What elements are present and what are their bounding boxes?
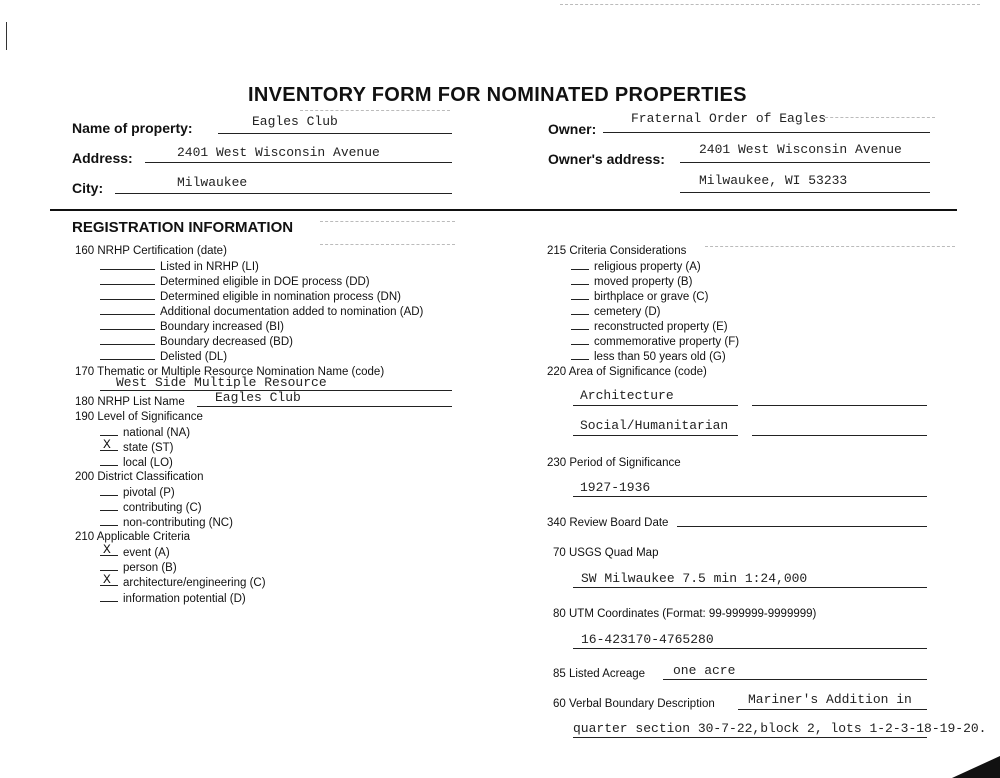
significance-option: local (LO)	[100, 456, 173, 469]
field-70-line	[573, 587, 927, 588]
cert-option: Listed in NRHP (LI)	[100, 260, 259, 273]
section-divider	[50, 209, 957, 211]
field-340-label: 340 Review Board Date	[547, 517, 669, 529]
property-name-line	[218, 133, 452, 134]
criteria-option: person (B)	[100, 561, 177, 574]
consideration-option: moved property (B)	[571, 275, 692, 288]
field-180-label: 180 NRHP List Name	[75, 396, 185, 408]
owner-value: Fraternal Order of Eagles	[631, 111, 827, 126]
address-line	[145, 162, 452, 163]
owner-label: Owner:	[548, 121, 597, 137]
form-title: INVENTORY FORM FOR NOMINATED PROPERTIES	[248, 84, 747, 106]
criteria-option: information potential (D)	[100, 592, 246, 605]
criteria-option: X event (A)	[100, 546, 170, 559]
district-option: pivotal (P)	[100, 486, 175, 499]
cert-option: Boundary decreased (BD)	[100, 335, 293, 348]
field-180-line	[197, 406, 452, 407]
field-80-label: 80 UTM Coordinates (Format: 99-999999-9999999)	[553, 608, 817, 620]
registration-heading: REGISTRATION INFORMATION	[72, 219, 294, 236]
area-line	[752, 405, 927, 406]
property-name-label: Name of property:	[72, 120, 193, 136]
owner-address-rule2	[680, 192, 930, 193]
owner-line	[603, 132, 930, 133]
city-line	[115, 193, 452, 194]
scan-artifact-line	[705, 246, 955, 247]
field-210-label: 210 Applicable Criteria	[75, 531, 191, 543]
field-190-label: 190 Level of Significance	[75, 411, 203, 423]
cert-option: Boundary increased (BI)	[100, 320, 284, 333]
field-230-value: 1927-1936	[580, 480, 651, 495]
field-85-line	[663, 679, 927, 680]
consideration-option: birthplace or grave (C)	[571, 290, 708, 303]
field-200-label: 200 District Classification	[75, 471, 204, 483]
area-significance-value: Social/Humanitarian	[580, 418, 729, 433]
field-170-value: West Side Multiple Resource	[116, 375, 327, 390]
scan-corner-mark	[952, 756, 1000, 778]
field-70-value: SW Milwaukee 7.5 min 1:24,000	[581, 571, 808, 586]
field-80-line	[573, 648, 927, 649]
owner-address-rule1	[680, 162, 930, 163]
address-label: Address:	[72, 150, 133, 166]
significance-option: national (NA)	[100, 426, 190, 439]
field-60-line2	[573, 737, 927, 738]
field-80-value: 16-423170-4765280	[581, 632, 714, 647]
cert-option: Additional documentation added to nomination (AD)	[100, 305, 423, 318]
field-60-value-line1: Mariner's Addition in	[748, 692, 912, 707]
criteria-option: X architecture/engineering (C)	[100, 576, 266, 589]
area-line	[752, 435, 927, 436]
significance-option: X state (ST)	[100, 441, 173, 454]
city-value: Milwaukee	[177, 175, 248, 190]
field-85-label: 85 Listed Acreage	[553, 668, 646, 680]
field-170-label: 170 Thematic or Multiple Resource Nomination Name (code)	[75, 366, 385, 378]
scan-artifact-line	[320, 244, 455, 245]
field-230-label: 230 Period of Significance	[547, 457, 681, 469]
district-option: contributing (C)	[100, 501, 202, 514]
consideration-option: cemetery (D)	[571, 305, 660, 318]
field-60-value-line2: quarter section 30-7-22,block 2, lots 1-2-3-18-19-20.	[573, 721, 987, 736]
scan-artifact-line	[320, 221, 455, 222]
field-230-line	[573, 496, 927, 497]
area-line	[573, 405, 738, 406]
scan-artifact-line	[820, 117, 935, 118]
scan-artifact-line	[300, 110, 450, 111]
consideration-option: reconstructed property (E)	[571, 320, 728, 333]
field-220-label: 220 Area of Significance (code)	[547, 366, 707, 378]
area-significance-value: Architecture	[580, 388, 674, 403]
area-line	[573, 435, 738, 436]
consideration-option: religious property (A)	[571, 260, 701, 273]
cert-option: Determined eligible in DOE process (DD)	[100, 275, 370, 288]
field-160-label: 160 NRHP Certification (date)	[75, 245, 227, 257]
field-340-line	[677, 526, 927, 527]
owner-address-line2: Milwaukee, WI 53233	[699, 173, 848, 188]
field-215-label: 215 Criteria Considerations	[547, 245, 687, 257]
scan-mark	[6, 22, 7, 50]
address-value: 2401 West Wisconsin Avenue	[177, 145, 380, 160]
field-60-label: 60 Verbal Boundary Description	[553, 698, 715, 710]
owner-address-line1: 2401 West Wisconsin Avenue	[699, 142, 902, 157]
field-70-label: 70 USGS Quad Map	[553, 547, 659, 559]
cert-option: Determined eligible in nomination process (DN)	[100, 290, 401, 303]
field-85-value: one acre	[673, 663, 736, 678]
scan-artifact-line	[560, 4, 980, 5]
city-label: City:	[72, 180, 104, 196]
owner-address-label: Owner's address:	[548, 151, 665, 167]
field-60-line1	[738, 709, 927, 710]
field-180-value: Eagles Club	[215, 390, 301, 405]
cert-option: Delisted (DL)	[100, 350, 227, 363]
property-name-value: Eagles Club	[252, 114, 338, 129]
consideration-option: less than 50 years old (G)	[571, 350, 726, 363]
district-option: non-contributing (NC)	[100, 516, 233, 529]
consideration-option: commemorative property (F)	[571, 335, 739, 348]
